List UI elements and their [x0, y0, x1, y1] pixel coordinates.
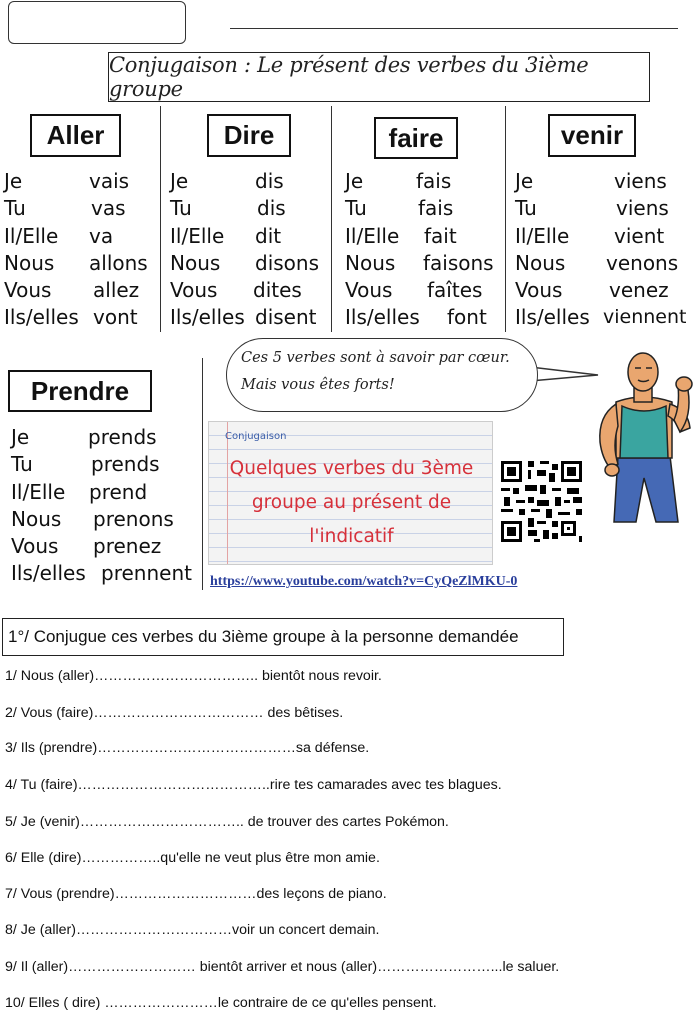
verb-form: dis: [255, 169, 284, 193]
pronoun: Vous: [515, 278, 563, 303]
column-divider: [160, 106, 161, 332]
pronoun: Il/Elle: [345, 223, 400, 248]
conj-row: [4, 250, 160, 277]
conj-row: [11, 560, 201, 587]
pronoun: Nous: [170, 250, 221, 275]
verb-form: dites: [253, 278, 302, 303]
conj-row: [515, 195, 695, 222]
verb-form: prends: [91, 452, 160, 477]
verb-form: va: [89, 223, 114, 248]
verb-form: prenez: [93, 534, 162, 559]
conj-row: [11, 479, 201, 506]
youtube-link[interactable]: https://www.youtube.com/watch?v=CyQeZlMKU-0: [210, 574, 518, 589]
pronoun: Nous: [345, 250, 396, 275]
conj-row: [170, 195, 330, 222]
name-box: [8, 1, 186, 44]
speech-bubble: [226, 338, 538, 412]
pronoun: Vous: [11, 534, 59, 559]
pronoun: Vous: [4, 278, 52, 303]
conj-row: [170, 304, 330, 331]
bubble-line: Mais vous êtes forts!: [241, 377, 395, 393]
pronoun: Ils/elles: [515, 305, 590, 330]
bubble-line: Ces 5 verbes sont à savoir par cœur.: [241, 350, 510, 366]
verb-form: disons: [255, 250, 320, 275]
exercise-item: 8/ Je (aller)……………………………voir un concert demain.: [5, 922, 380, 938]
verb-form: fais: [416, 169, 452, 193]
pronoun: Il/Elle: [515, 223, 570, 248]
conj-row: [345, 223, 505, 250]
verb-form: viens: [614, 169, 667, 193]
conj-row: [11, 424, 201, 451]
conjugation-aller: [4, 168, 160, 332]
pronoun: Nous: [11, 506, 62, 531]
verb-form: prend: [89, 479, 148, 504]
exercise-item: 9/ Il (aller)……………………… bientôt arriver et nous (aller)……………………...le saluer.: [5, 959, 560, 975]
pronoun: Vous: [345, 278, 393, 303]
conj-row: [515, 277, 695, 304]
conj-row: [345, 304, 505, 331]
column-divider: [331, 106, 332, 332]
conjugation-venir: [515, 168, 695, 332]
exercise-title: 1°/ Conjugue ces verbes du 3ième groupe à la personne demandée: [2, 618, 564, 656]
conj-row: [11, 506, 201, 533]
conj-row: [515, 250, 695, 277]
column-divider: [202, 358, 203, 590]
conj-row: [345, 277, 505, 304]
verb-form: prenons: [93, 506, 174, 531]
conj-row: [345, 195, 505, 222]
verb-title-faire: faire: [374, 117, 458, 159]
verb-form: viens: [616, 196, 669, 221]
video-thumbnail[interactable]: [208, 421, 493, 565]
conj-row: [170, 168, 330, 195]
strong-man-illustration: [588, 346, 696, 524]
verb-form: prends: [88, 425, 157, 449]
verb-form: faîtes: [427, 278, 483, 303]
verb-form: vais: [89, 169, 130, 193]
pronoun: Je: [345, 169, 364, 193]
column-divider: [505, 106, 506, 332]
pronoun: Il/Elle: [4, 223, 59, 248]
verb-form: fais: [418, 196, 454, 221]
video-title: [209, 452, 493, 554]
verb-title-prendre: Prendre: [8, 370, 152, 412]
pronoun: Je: [11, 425, 30, 449]
exercise-item: 3/ Ils (prendre)……………………………………sa défense.: [5, 740, 370, 756]
conj-row: [170, 277, 330, 304]
pronoun: Tu: [11, 452, 33, 477]
pronoun: Tu: [515, 196, 537, 221]
conj-row: [515, 223, 695, 250]
video-title-line: Quelques verbes du 3ème: [229, 458, 474, 479]
pronoun: Je: [4, 169, 23, 193]
exercise-item: 7/ Vous (prendre)…………………………des leçons de piano.: [5, 886, 387, 902]
exercise-item: 1/ Nous (aller)…………………………….. bientôt nous revoir.: [5, 668, 382, 684]
pronoun: Ils/elles: [4, 305, 79, 330]
verb-form: venons: [606, 250, 679, 275]
video-tag: Conjugaison: [225, 431, 287, 442]
verb-form: allons: [89, 250, 148, 275]
verb-form: dis: [257, 196, 286, 221]
conj-row: [170, 223, 330, 250]
pronoun: Il/Elle: [170, 223, 225, 248]
pronoun: Tu: [345, 196, 367, 221]
verb-form: vient: [614, 223, 665, 248]
verb-form: faisons: [423, 250, 494, 275]
pronoun: Ils/elles: [11, 561, 86, 586]
conj-row: [11, 451, 201, 478]
verb-form: disent: [255, 305, 317, 330]
pronoun: Je: [170, 169, 189, 193]
page-title: Conjugaison : Le présent des verbes du 3ième groupe: [108, 52, 650, 102]
video-title-line: l'indicatif: [309, 526, 394, 547]
conj-row: [4, 277, 160, 304]
conj-row: [345, 168, 505, 195]
pronoun: Vous: [170, 278, 218, 303]
conj-row: [345, 250, 505, 277]
exercise-item: 10/ Elles ( dire) ……………………le contraire de ce qu'elles pensent.: [5, 995, 437, 1011]
pronoun: Ils/elles: [170, 305, 245, 330]
verb-form: fait: [424, 223, 457, 248]
pronoun: Tu: [4, 196, 26, 221]
verb-form: prennent: [101, 561, 192, 586]
verb-form: vont: [93, 305, 138, 330]
date-line: [230, 28, 678, 29]
conj-row: [4, 168, 160, 195]
conj-row: [11, 533, 201, 560]
pronoun: Ils/elles: [345, 305, 420, 330]
verb-title-aller: Aller: [30, 114, 121, 157]
qr-code-icon[interactable]: [498, 458, 585, 545]
exercise-item: 2/ Vous (faire)……………………………… des bêtises.: [5, 705, 344, 721]
verb-form: font: [447, 305, 487, 330]
conj-row: [4, 223, 160, 250]
verb-form: allez: [93, 278, 140, 303]
pronoun: Je: [515, 169, 534, 193]
verb-title-dire: Dire: [207, 114, 291, 157]
pronoun: Il/Elle: [11, 479, 66, 504]
conjugation-dire: [170, 168, 330, 332]
verb-form: viennent: [603, 306, 687, 329]
conj-row: [4, 195, 160, 222]
verb-form: vas: [91, 196, 126, 221]
pronoun: Nous: [4, 250, 55, 275]
conjugation-prendre: [11, 424, 201, 588]
exercise-item: 6/ Elle (dire)……………..qu'elle ne veut plus être mon amie.: [5, 850, 380, 866]
exercise-item: 5/ Je (venir)…………………………….. de trouver des cartes Pokémon.: [5, 814, 449, 830]
conjugation-faire: [345, 168, 505, 332]
conj-row: [170, 250, 330, 277]
verb-form: venez: [609, 278, 669, 303]
verb-form: dit: [255, 223, 282, 248]
video-title-line: groupe au présent de: [251, 492, 452, 513]
pronoun: Tu: [170, 196, 192, 221]
verb-title-venir: venir: [548, 114, 636, 157]
exercise-item: 4/ Tu (faire)…………………………………..rire tes camarades avec tes blagues.: [5, 777, 502, 793]
conj-row: [4, 304, 160, 331]
conj-row: [515, 168, 695, 195]
pronoun: Nous: [515, 250, 566, 275]
conj-row: [515, 304, 695, 331]
